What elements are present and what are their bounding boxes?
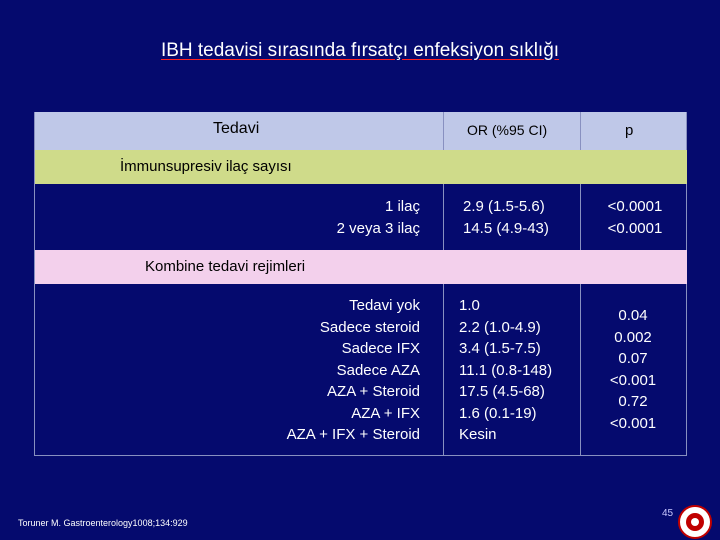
group2-p-values: [583, 305, 683, 434]
p-cell: <0.001: [609, 414, 657, 432]
p-cell: <0.0001: [607, 198, 663, 215]
group-label: Kombine tedavi rejimleri: [145, 258, 306, 275]
treatment-cell: Tedavi yok: [349, 297, 420, 314]
header-p: p: [625, 122, 634, 139]
p-cell: 0.002: [614, 328, 652, 346]
header-treatment: Tedavi: [213, 120, 260, 137]
group1-treatments: [230, 196, 420, 239]
treatment-cell: Sadece IFX: [341, 340, 420, 357]
column-divider-1-top: [443, 112, 444, 150]
header-or: OR (%95 CI): [467, 122, 548, 138]
p-cell: 0.07: [618, 350, 648, 367]
reference-citation: Toruner M. Gastroenterology1008;134:929: [18, 518, 188, 528]
slide-title: IBH tedavisi sırasında fırsatçı enfeksiyon sıklığı: [160, 40, 560, 61]
column-divider-2-top: [580, 112, 581, 150]
table-header-row: [35, 112, 687, 150]
or-cell: 1.0: [459, 297, 480, 314]
treatment-cell: 2 veya 3 ilaç: [336, 219, 420, 237]
p-cell: <0.001: [609, 371, 657, 389]
university-seal-icon: [678, 505, 712, 539]
group-label: İmmunsupresiv ilaç sayısı: [120, 158, 292, 175]
p-cell: 0.04: [618, 307, 648, 324]
column-divider-2-mid: [580, 184, 581, 250]
page-number: 45: [662, 508, 674, 519]
column-divider-2-bottom: [580, 284, 581, 456]
or-cell: 14.5 (4.9-43): [463, 219, 549, 237]
or-cell: 17.5 (4.5-68): [459, 383, 545, 400]
or-cell: 3.4 (1.5-7.5): [459, 340, 541, 357]
treatment-cell: 1 ilaç: [384, 198, 420, 215]
group-row-combination-regimens: [35, 250, 687, 284]
treatment-cell: AZA + IFX: [351, 404, 420, 422]
group1-p-values: [585, 196, 685, 239]
group2-treatments: [230, 295, 420, 446]
p-cell: <0.0001: [607, 219, 663, 237]
treatment-cell: Sadece AZA: [336, 361, 420, 379]
group-row-immunosuppressive-count: [35, 150, 687, 184]
column-divider-1-bottom: [443, 284, 444, 456]
p-cell: 0.72: [618, 393, 648, 410]
treatment-cell: Sadece steroid: [319, 318, 420, 336]
or-cell: Kesin: [459, 426, 497, 443]
group1-or-values: [463, 196, 549, 239]
or-cell: 2.2 (1.0-4.9): [459, 318, 541, 336]
treatment-cell: AZA + Steroid: [327, 383, 420, 400]
or-cell: 11.1 (0.8-148): [459, 361, 553, 379]
treatment-cell: AZA + IFX + Steroid: [286, 426, 420, 443]
table-border-bottom: [34, 455, 687, 456]
group2-or-values: [459, 295, 552, 446]
column-divider-1-mid: [443, 184, 444, 250]
or-cell: 1.6 (0.1-19): [459, 404, 537, 422]
or-cell: 2.9 (1.5-5.6): [463, 198, 545, 215]
